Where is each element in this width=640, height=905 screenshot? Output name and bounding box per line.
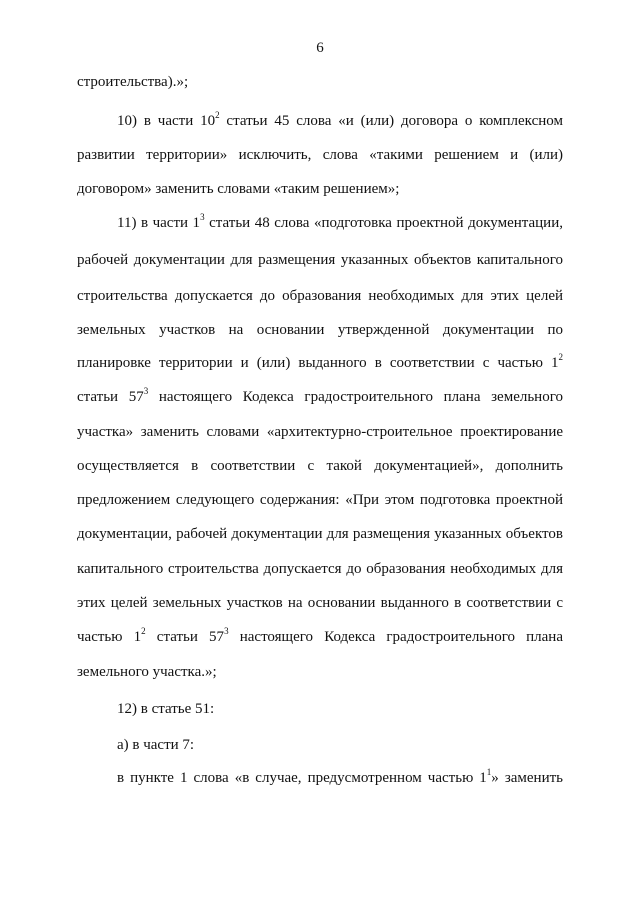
- text-line: земельных участков на основании утвержденной документации по: [77, 322, 563, 338]
- text-line: 10) в части $10^2$ статьи 45 слова «и (или) договора о комплексном: [117, 110, 563, 129]
- superscript: 2: [558, 352, 563, 362]
- text-line: осуществляется в соответствии с такой документацией», дополнить: [77, 458, 563, 474]
- superscript: 3: [224, 626, 229, 636]
- text-line: капитального строительства допускается до образования необходимых для: [77, 561, 563, 577]
- page-number: 6: [316, 40, 324, 56]
- text-line: в пункте 1 слова «в случае, предусмотренном частью $1^1$» заменить: [117, 767, 563, 786]
- text-line: развитии территории» исключить, слова «такими решением и (или): [77, 147, 563, 163]
- text-line: статьи $57^3$ настоящего Кодекса градостроительного плана земельного: [77, 386, 563, 405]
- text-line: а) в части 7:: [117, 737, 195, 753]
- text-line: рабочей документации для размещения указанных объектов капитального: [77, 252, 563, 268]
- text-line: документации, рабочей документации для размещения указанных объектов: [77, 526, 563, 542]
- text-line: частью $1^2$ статьи $57^3$ настоящего Кодекса градостроительного плана: [77, 626, 563, 645]
- superscript: 3: [143, 386, 149, 396]
- text-line: этих целей земельных участков на основании выданного в соответствии с: [77, 595, 563, 611]
- text-line: строительства допускается до образования необходимых для этих целей: [77, 288, 563, 304]
- text-line: 11) в части $1^3$ статьи 48 слова «подготовка проектной документации,: [117, 212, 563, 231]
- text-line: планировке территории и (или) выданного в соответствии с частью $1^2$: [77, 352, 563, 371]
- superscript: 1: [486, 767, 492, 777]
- superscript: 2: [215, 110, 220, 120]
- superscript: 3: [200, 212, 205, 222]
- text-line: земельного участка.»;: [77, 664, 217, 680]
- text-line: предложением следующего содержания: «При этом подготовка проектной: [77, 492, 563, 508]
- superscript: 2: [141, 626, 146, 636]
- text-line: участка» заменить словами «архитектурно-строительное проектирование: [77, 424, 563, 440]
- text-line: строительства).»;: [77, 74, 189, 90]
- text-line: договором» заменить словами «таким решением»;: [77, 181, 400, 197]
- text-line: 12) в статье 51:: [117, 701, 215, 717]
